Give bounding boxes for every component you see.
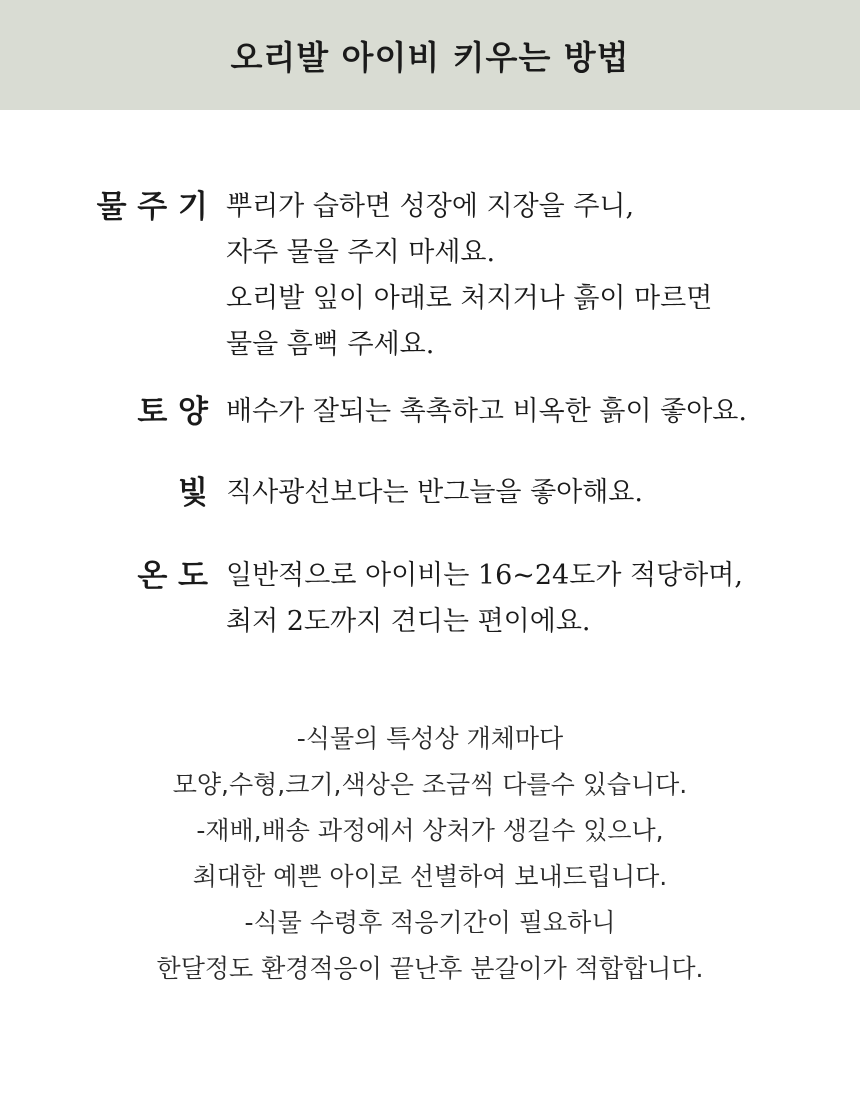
care-line: 뿌리가 습하면 성장에 지장을 주니, — [226, 191, 635, 222]
notice-line: -재배,배송 과정에서 상처가 생길수 있으나, — [196, 816, 664, 845]
care-label-water: 물 주 기 — [96, 189, 208, 225]
notice-line: 한달정도 환경적응이 끝난후 분갈이가 적합합니다. — [156, 954, 704, 983]
care-line: 직사광선보다는 반그늘을 좋아해요. — [226, 477, 643, 508]
header-banner — [0, 0, 860, 110]
notice-line: 최대한 예쁜 아이로 선별하여 보내드립니다. — [192, 862, 668, 891]
care-line: 배수가 잘되는 촉촉하고 비옥한 흙이 좋아요. — [226, 396, 747, 427]
notice-line: 모양,수형,크기,색상은 조금씩 다를수 있습니다. — [172, 770, 688, 799]
notice-block — [0, 716, 860, 992]
notice-line: -식물의 특성상 개체마다 — [296, 724, 564, 753]
care-line: 오리발 잎이 아래로 처지거나 흙이 마르면 — [226, 283, 713, 314]
care-text-soil — [226, 389, 747, 435]
care-label-light: 빛 — [178, 475, 208, 511]
care-text-temperature — [226, 553, 743, 645]
care-label-soil: 토 양 — [137, 394, 208, 430]
care-text-light — [226, 470, 643, 516]
care-label-temperature: 온 도 — [137, 558, 208, 594]
care-line: 일반적으로 아이비는 16~24도가 적당하며, — [226, 560, 743, 591]
page-title: 오리발 아이비 키우는 방법 — [230, 37, 630, 77]
care-line: 자주 물을 주지 마세요. — [226, 237, 496, 268]
notice-line: -식물 수령후 적응기간이 필요하니 — [244, 908, 616, 937]
care-line: 최저 2도까지 견디는 편이에요. — [226, 606, 591, 637]
care-line: 물을 흠뻑 주세요. — [226, 329, 435, 360]
care-text-water — [226, 184, 712, 368]
